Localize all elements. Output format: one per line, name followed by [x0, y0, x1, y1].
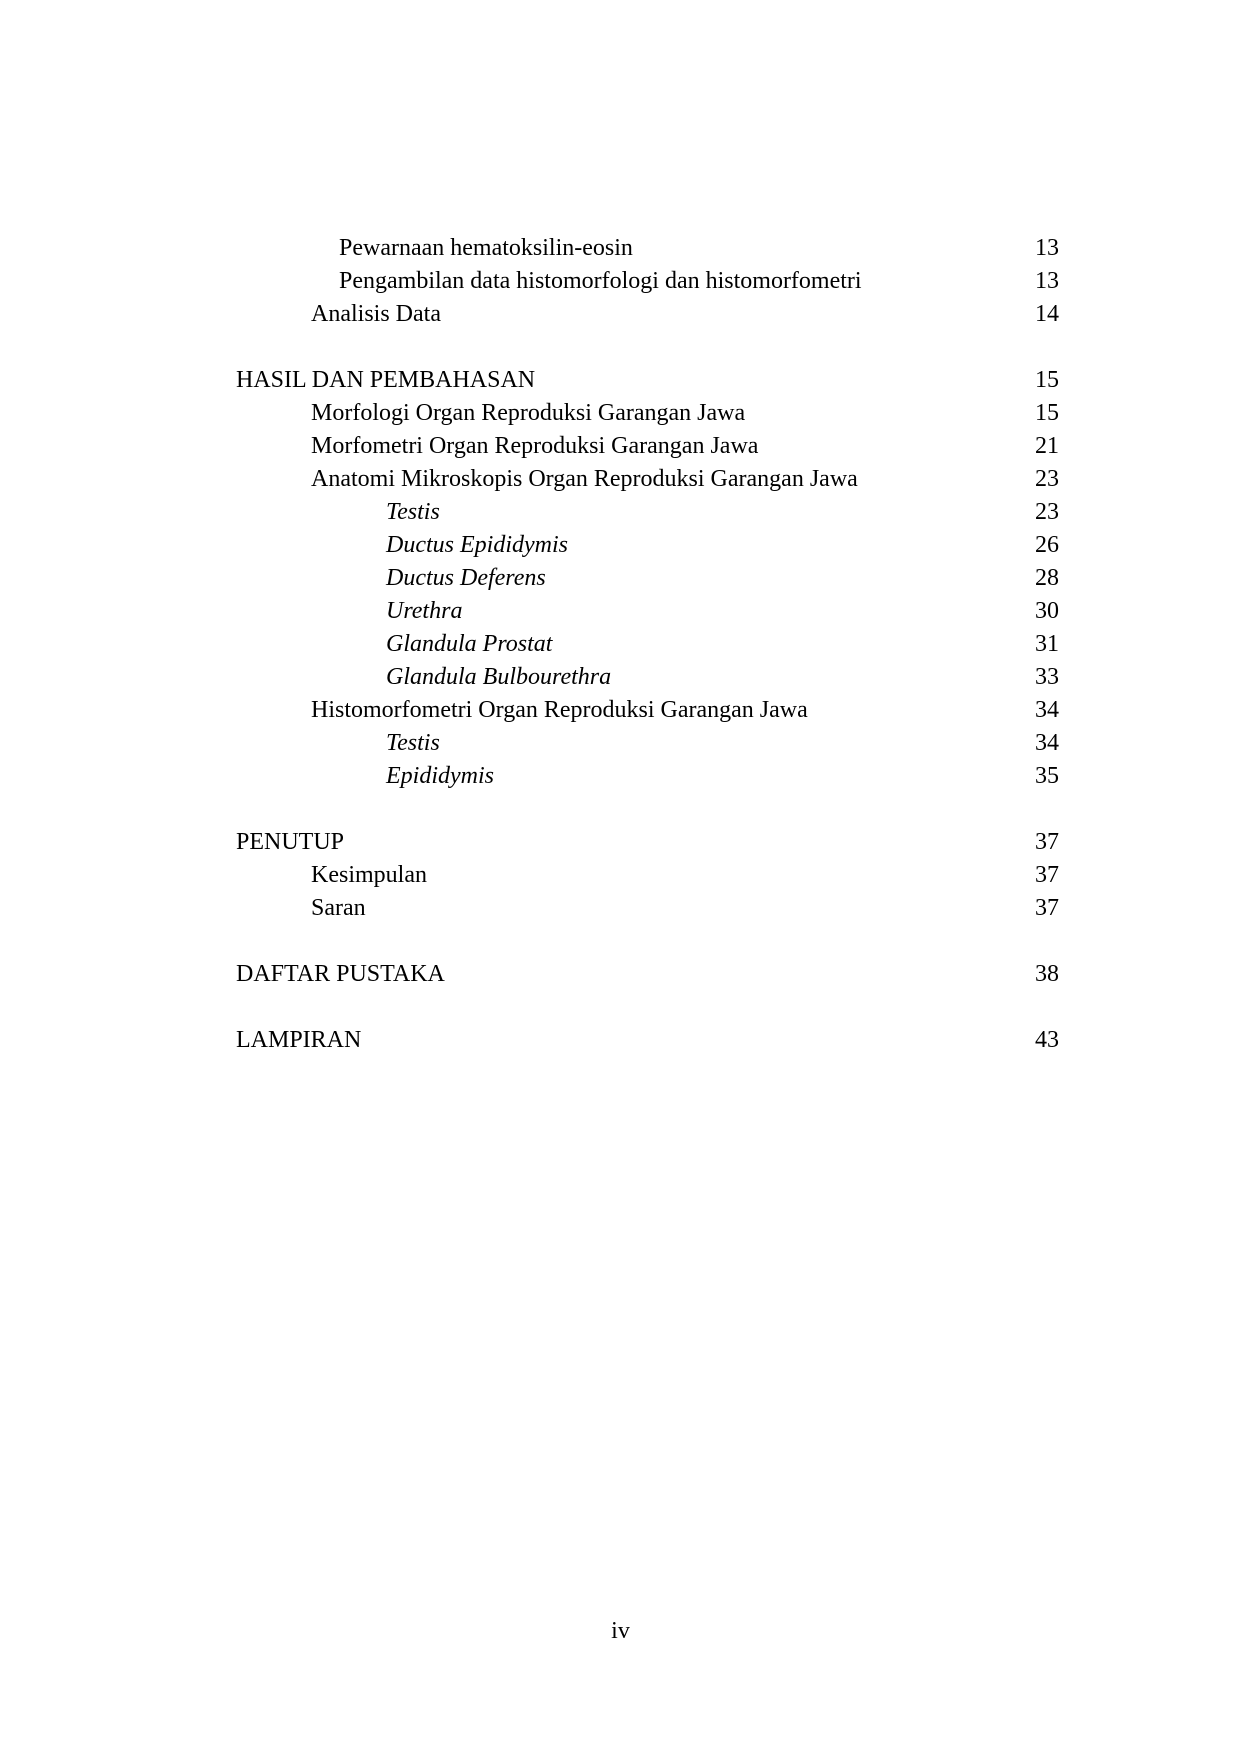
toc-entry-page: 15 — [1035, 367, 1059, 393]
toc-entry-label: Morfologi Organ Reproduksi Garangan Jawa — [311, 400, 746, 426]
toc-entry-page: 21 — [1035, 433, 1059, 459]
toc-entry — [0, 759, 1241, 793]
toc-entry-page: 26 — [1035, 532, 1059, 558]
toc-entry-page: 30 — [1035, 598, 1059, 624]
toc-entry-page: 37 — [1035, 895, 1059, 921]
toc-entry — [0, 858, 1241, 892]
toc-entry — [0, 396, 1241, 430]
toc-entry-page: 31 — [1035, 631, 1059, 657]
toc-entry-page: 33 — [1035, 664, 1059, 690]
toc-entry — [0, 231, 1241, 265]
toc-entry-label: Ductus Deferens — [386, 565, 546, 591]
toc-entry-page: 15 — [1035, 400, 1059, 426]
toc-entry-label: Ductus Epididymis — [386, 532, 568, 558]
toc-entry-label: Testis — [386, 499, 440, 525]
toc-entry-label: DAFTAR PUSTAKA — [236, 961, 445, 987]
toc-entry-label: Epididymis — [386, 763, 494, 789]
toc-entry-label: Pengambilan data histomorfologi dan histomorfometri — [339, 268, 862, 294]
toc-entry — [0, 627, 1241, 661]
toc-entry-page: 37 — [1035, 829, 1059, 855]
toc-entry-label: Urethra — [386, 598, 463, 624]
toc-entry-label: HASIL DAN PEMBAHASAN — [236, 367, 536, 393]
toc-entry-label: Morfometri Organ Reproduksi Garangan Jawa — [311, 433, 759, 459]
toc-entry — [0, 891, 1241, 925]
toc-entry-page: 28 — [1035, 565, 1059, 591]
toc-entry-label: LAMPIRAN — [236, 1027, 362, 1053]
toc-entry-page: 37 — [1035, 862, 1059, 888]
toc-entry-page: 34 — [1035, 697, 1059, 723]
toc-entry-page: 38 — [1035, 961, 1059, 987]
toc-entry — [0, 528, 1241, 562]
toc-entry — [0, 462, 1241, 496]
page-number: iv — [611, 1618, 630, 1644]
toc-entry-label: Histomorfometri Organ Reproduksi Garangan Jawa — [311, 697, 808, 723]
toc-entry-page: 35 — [1035, 763, 1059, 789]
toc-entry — [0, 693, 1241, 727]
toc-entry — [0, 297, 1241, 331]
toc-entry-page: 13 — [1035, 235, 1059, 261]
toc-entry-page: 23 — [1035, 466, 1059, 492]
toc-entry — [0, 429, 1241, 463]
toc-entry-page: 34 — [1035, 730, 1059, 756]
toc-entry-label: Kesimpulan — [311, 862, 427, 888]
toc-entry-page: 13 — [1035, 268, 1059, 294]
toc-entry-label: PENUTUP — [236, 829, 345, 855]
toc-chapter — [0, 363, 1241, 397]
toc-entry-page: 23 — [1035, 499, 1059, 525]
toc-entry — [0, 726, 1241, 760]
toc-entry-label: Glandula Prostat — [386, 631, 553, 657]
toc-entry-label: Pewarnaan hematoksilin-eosin — [339, 235, 633, 261]
toc-entry-label: Glandula Bulbourethra — [386, 664, 612, 690]
toc-chapter — [0, 957, 1241, 991]
toc-entry-label: Saran — [311, 895, 366, 921]
toc-chapter — [0, 825, 1241, 859]
toc-entry-page: 43 — [1035, 1027, 1059, 1053]
toc-entry-label: Analisis Data — [311, 301, 441, 327]
toc-chapter — [0, 1023, 1241, 1057]
toc-entry-page: 14 — [1035, 301, 1059, 327]
toc-entry — [0, 495, 1241, 529]
toc-entry — [0, 264, 1241, 298]
toc-entry — [0, 561, 1241, 595]
toc-entry — [0, 660, 1241, 694]
toc-entry-label: Anatomi Mikroskopis Organ Reproduksi Garangan Jawa — [311, 466, 858, 492]
toc-entry-label: Testis — [386, 730, 440, 756]
toc-entry — [0, 594, 1241, 628]
